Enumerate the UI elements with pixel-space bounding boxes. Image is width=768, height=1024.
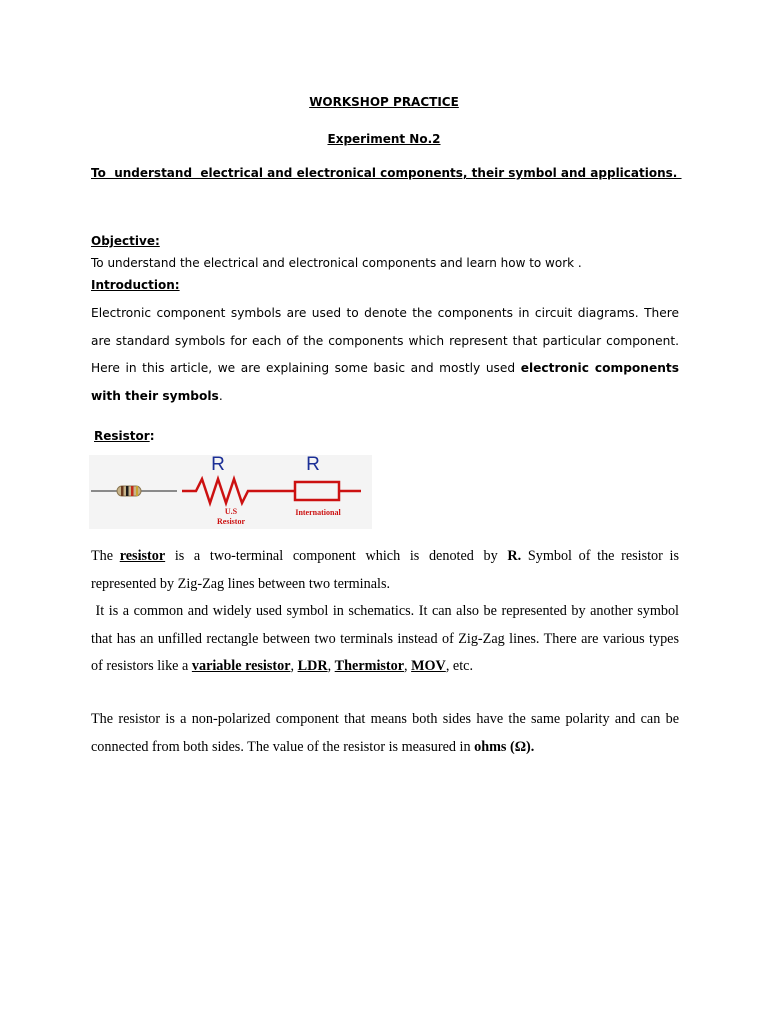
separator-2: , <box>327 658 335 674</box>
thermistor-link[interactable]: Thermistor <box>334 658 405 674</box>
document-title: WORKSHOP PRACTICE <box>309 95 459 109</box>
resistor-paragraph-1 <box>91 543 679 598</box>
resistor-link[interactable]: resistor <box>119 548 166 564</box>
introduction-bold-text: electronic components with their symbols <box>91 361 679 403</box>
resistor-p1-text-2: is a two-terminal component which is denoted by <box>165 548 508 564</box>
resistor-p2-text-end: , etc. <box>445 658 473 674</box>
intl-resistor-rectangle-icon <box>295 482 339 500</box>
resistor-p2-text: It is a common and widely used symbol in schematics. It can also be represented by another symbol that has an unfilled rectangle between two terminals instead of Zig-Zag lines. There are various types of resistors like a <box>91 603 683 674</box>
introduction-text: Electronic component symbols are used to denote the components in circuit diagrams. There are standard symbols for each of the components which represent that particular component. Here in this article, we are explaining some basic and mostly used <box>91 306 679 375</box>
intl-resistor-letter: R <box>306 455 320 475</box>
resistor-p1-text: The <box>91 548 120 564</box>
resistor-paragraph-3 <box>91 706 679 761</box>
resistor-paragraph-2 <box>91 598 683 681</box>
resistor-component-icon <box>117 486 141 496</box>
ohms-unit: ohms (Ω). <box>474 738 535 755</box>
us-resistor-zigzag-icon <box>182 479 271 503</box>
resistor-heading: Resistor <box>94 429 150 443</box>
mov-link[interactable]: MOV <box>411 658 446 674</box>
introduction-heading: Introduction: <box>91 278 180 292</box>
introduction-text-end: . <box>218 388 223 403</box>
resistor-symbol-letter: R. <box>507 548 522 564</box>
separator-1: , <box>290 658 298 674</box>
resistor-symbols-figure <box>89 455 372 529</box>
ldr-link[interactable]: LDR <box>297 658 328 674</box>
us-resistor-label-line2: Resistor <box>217 517 245 526</box>
resistor-symbols-svg <box>89 455 372 529</box>
objective-heading: Objective: <box>91 234 160 248</box>
variable-resistor-link[interactable]: variable resistor <box>191 658 291 674</box>
experiment-number: Experiment No.2 <box>327 132 441 146</box>
us-resistor-letter: R <box>211 455 225 475</box>
us-resistor-label-line1: U.S <box>224 507 238 516</box>
resistor-heading-line <box>94 429 684 443</box>
aim-statement: To understand electrical and electronical components, their symbol and applications. <box>91 166 682 180</box>
separator-3: , <box>404 658 412 674</box>
resistor-p1-text-3: Symbol of the resistor is represented by Zig-Zag lines between two terminals. <box>91 548 679 592</box>
resistor-p3-text: The resistor is a non-polarized component that means both sides have the same polarity and can be connected from both sides. The value of the resistor is measured in <box>91 711 679 755</box>
introduction-paragraph <box>91 300 679 410</box>
objective-text: To understand the electrical and electronical components and learn how to work . <box>91 256 582 270</box>
intl-resistor-label: International <box>295 508 341 517</box>
resistor-heading-colon: : <box>149 429 155 443</box>
